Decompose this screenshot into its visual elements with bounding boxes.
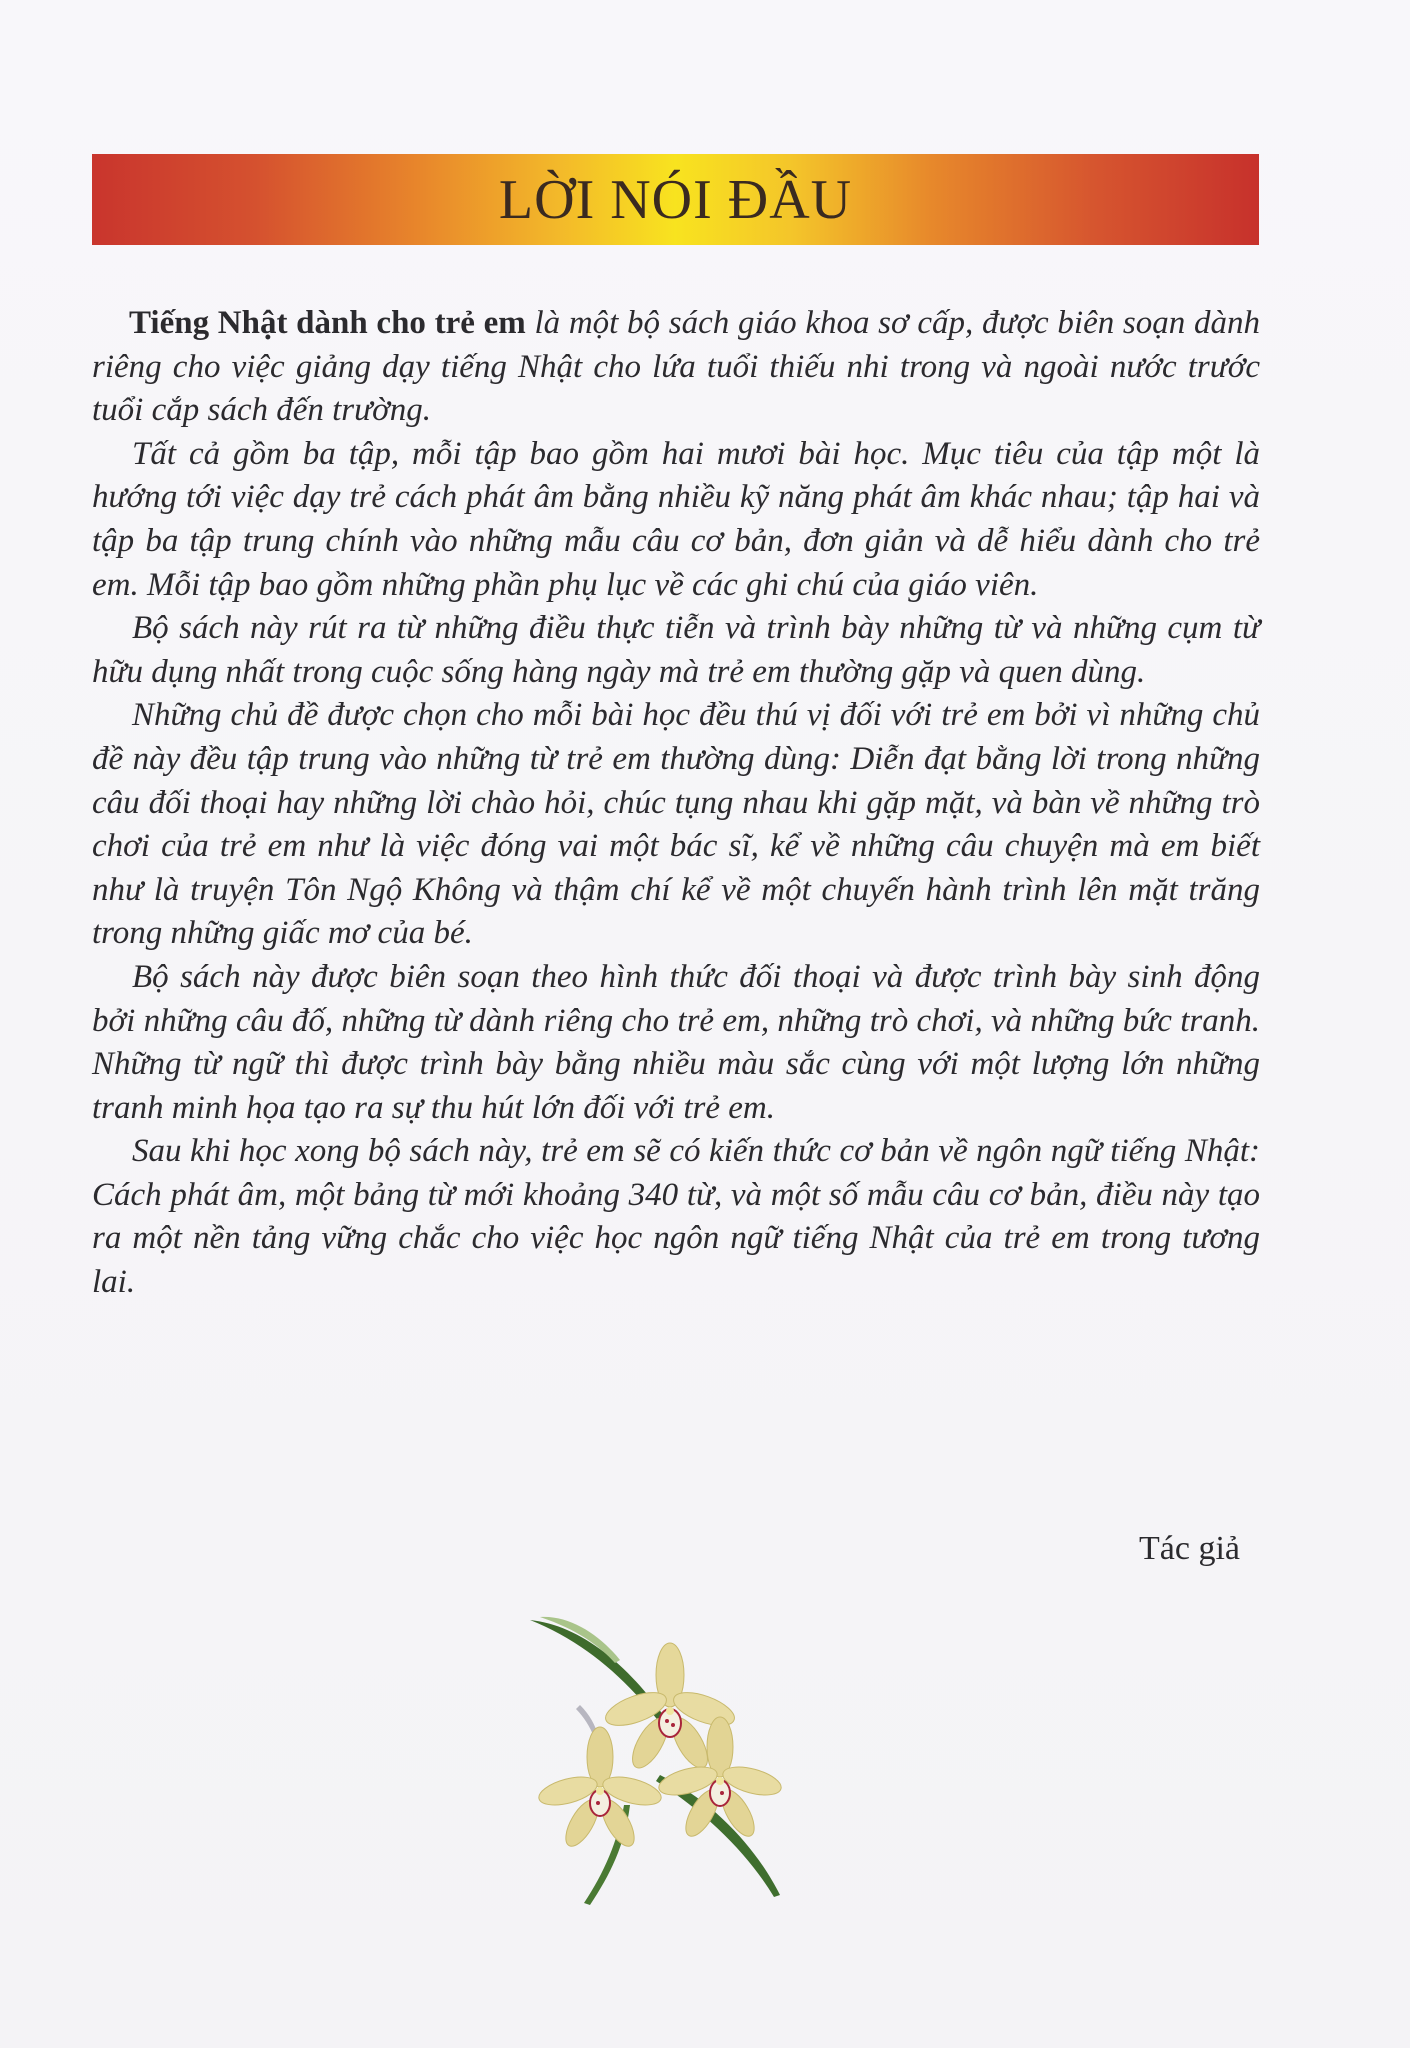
paragraph-3: Bộ sách này rút ra từ những điều thực tiễn và trình bày những từ và những cụm từ hữu dụng nhất trong cuộc sống hàng ngày mà trẻ em thường gặp và quen dùng. [92, 610, 1260, 690]
title-banner [92, 154, 1259, 245]
orchid-flower-icon [520, 1605, 880, 1905]
book-title-bold: Tiếng Nhật dành cho trẻ em [129, 305, 526, 341]
page-title: LỜI NÓI ĐẦU [498, 168, 853, 231]
paragraph-1 [92, 302, 1260, 433]
paragraph-4: Những chủ đề được chọn cho mỗi bài học đều thú vị đối với trẻ em bởi vì những chủ đề này đều tập trung vào những từ trẻ em thường dùng: Diễn đạt bằng lời trong những câu đối thoại hay những lời chào hỏi, chúc tụng nhau khi gặp mặt, và bàn về những trò chơi của trẻ em như là việc đóng vai một bác sĩ, kể về những câu chuyện mà em biết như là truyện Tôn Ngộ Không và thậm chí kể về một chuyến hành trình lên mặt trăng trong những giấc mơ của bé. [92, 697, 1260, 952]
paragraph-1-text: là một bộ sách giáo khoa sơ cấp, được biên soạn dành riêng cho việc giảng dạy tiếng Nhật cho lứa tuổi thiếu nhi trong và ngoài nước trước tuổi cắp sách đến trường. [92, 305, 1260, 429]
author-signature: Tác giả [1139, 1530, 1240, 1567]
foreword-body [92, 302, 1260, 1305]
paragraph-2: Tất cả gồm ba tập, mỗi tập bao gồm hai mươi bài học. Mục tiêu của tập một là hướng tới việc dạy trẻ cách phát âm bằng nhiều kỹ năng phát âm khác nhau; tập hai và tập ba tập trung chính vào những mẫu câu cơ bản, đơn giản và dễ hiểu dành cho trẻ em. Mỗi tập bao gồm những phần phụ lục về các ghi chú của giáo viên. [92, 435, 1260, 603]
paragraph-5: Bộ sách này được biên soạn theo hình thức đối thoại và được trình bày sinh động bởi những câu đố, những từ dành riêng cho trẻ em, những trò chơi, và những bức tranh. Những từ ngữ thì được trình bày bằng nhiều màu sắc cùng với một lượng lớn những tranh minh họa tạo ra sự thu hút lớn đối với trẻ em. [92, 958, 1260, 1126]
paragraph-6: Sau khi học xong bộ sách này, trẻ em sẽ có kiến thức cơ bản về ngôn ngữ tiếng Nhật: Cách phát âm, một bảng từ mới khoảng 340 từ, và một số mẫu câu cơ bản, điều này tạo ra một nền tảng vững chắc cho việc học ngôn ngữ tiếng Nhật của trẻ em trong tương lai. [92, 1133, 1260, 1301]
